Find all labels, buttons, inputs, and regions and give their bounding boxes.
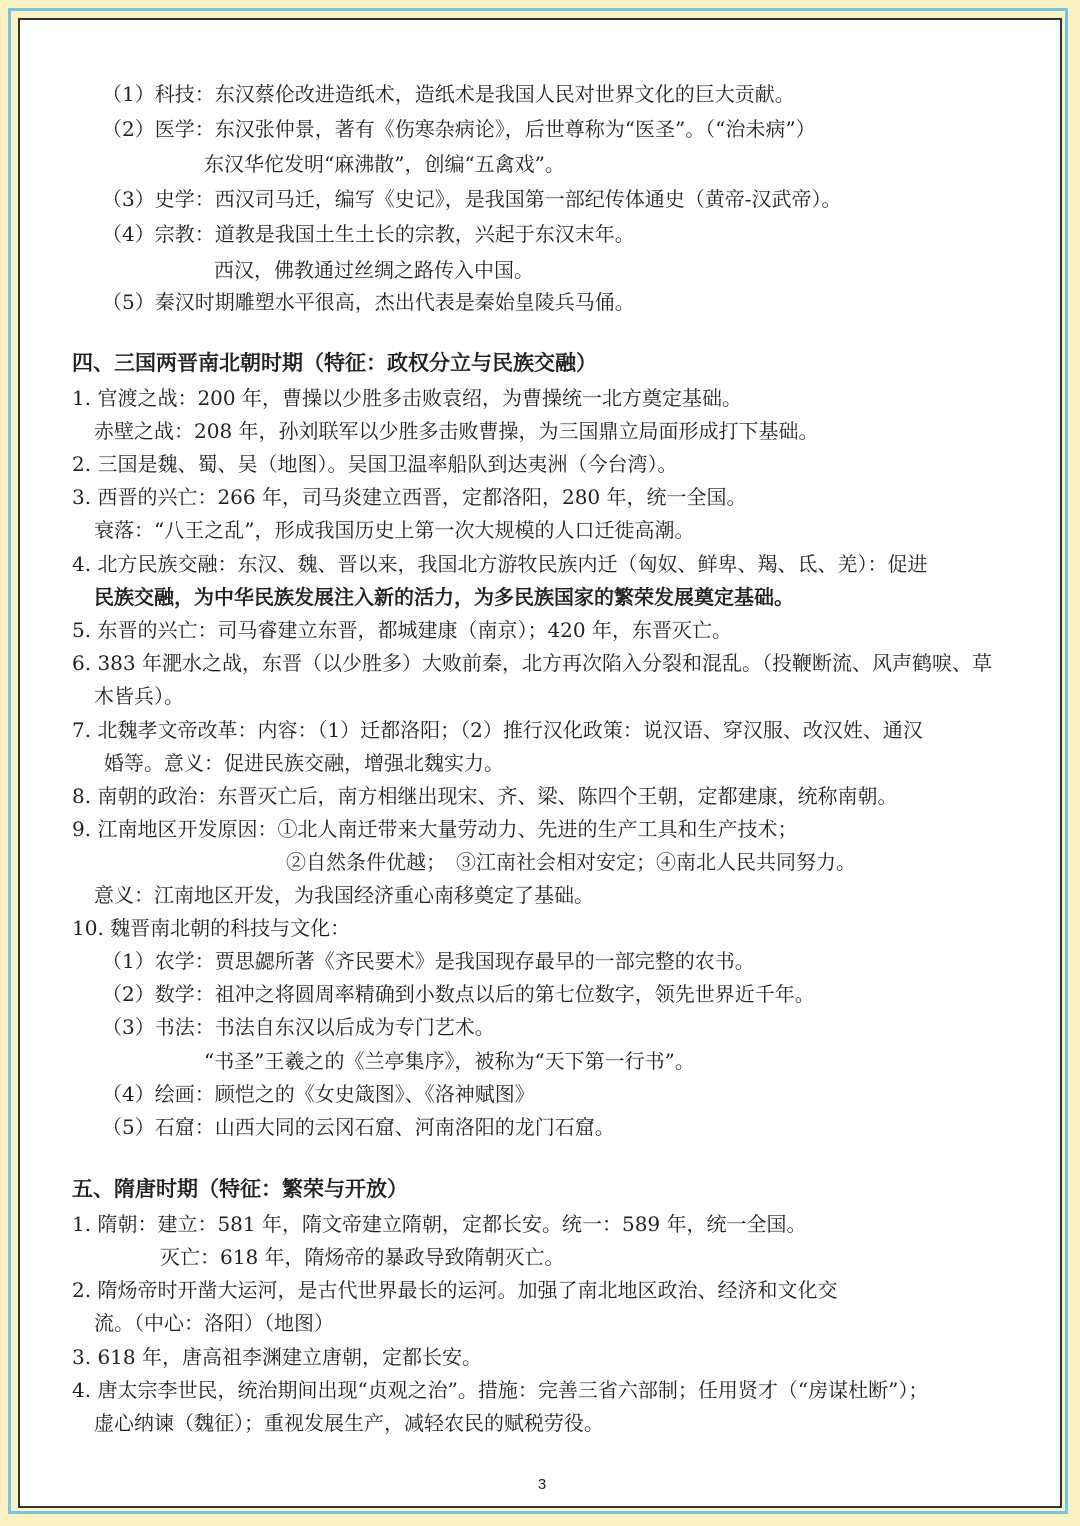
- text-line: 2. 隋炀帝时开凿大运河，是古代世界最长的运河。加强了南北地区政治、经济和文化交: [72, 1278, 838, 1302]
- text-line: 流。（中心：洛阳）（地图）: [94, 1311, 334, 1335]
- text-line: （4）宗教：道教是我国土生土长的宗教，兴起于东汉末年。: [102, 222, 635, 246]
- text-line: 1. 隋朝：建立：581 年，隋文帝建立隋朝，定都长安。统一：589 年，统一全国。: [72, 1212, 807, 1236]
- text-line: ②自然条件优越； ③江南社会相对安定；④南北人民共同努力。: [286, 850, 856, 874]
- text-line: 民族交融，为中华民族发展注入新的活力，为多民族国家的繁荣发展奠定基础。: [94, 585, 794, 609]
- text-line: （3）史学：西汉司马迁，编写《史记》，是我国第一部纪传体通史（黄帝-汉武帝）。: [102, 187, 842, 211]
- text-line: 9. 江南地区开发原因：①北人南迁带来大量劳动力、先进的生产工具和生产技术；: [72, 817, 798, 841]
- text-line: 1. 官渡之战：200 年，曹操以少胜多击败袁绍，为曹操统一北方奠定基础。: [72, 386, 742, 410]
- text-line: 3. 618 年，唐高祖李渊建立唐朝，定都长安。: [72, 1345, 482, 1369]
- text-line: 8. 南朝的政治：东晋灭亡后，南方相继出现宋、齐、梁、陈四个王朝，定都建康，统称南朝。: [72, 784, 898, 808]
- text-line: 赤壁之战：208 年，孙刘联军以少胜多击败曹操，为三国鼎立局面形成打下基础。: [94, 419, 819, 443]
- text-line: 意义：江南地区开发，为我国经济重心南移奠定了基础。: [94, 883, 594, 907]
- section-heading: 四、三国两晋南北朝时期（特征：政权分立与民族交融）: [72, 351, 597, 375]
- text-line: 4. 北方民族交融：东汉、魏、晋以来，我国北方游牧民族内迁（匈奴、鲜卑、羯、氐、羌）：促进: [72, 552, 928, 576]
- text-line: 衰落：“八王之乱”，形成我国历史上第一次大规模的人口迁徙高潮。: [94, 518, 695, 542]
- text-line: 3. 西晋的兴亡：266 年，司马炎建立西晋，定都洛阳，280 年，统一全国。: [72, 485, 747, 509]
- text-line: “书圣”王羲之的《兰亭集序》，被称为“天下第一行书”。: [204, 1049, 695, 1073]
- text-line: （3）书法：书法自东汉以后成为专门艺术。: [102, 1015, 495, 1039]
- text-line: （2）数学：祖冲之将圆周率精确到小数点以后的第七位数字，领先世界近千年。: [102, 982, 815, 1006]
- text-line: 虚心纳谏（魏征）；重视发展生产，减轻农民的赋税劳役。: [94, 1411, 604, 1435]
- text-line: （1）科技：东汉蔡伦改进造纸术，造纸术是我国人民对世界文化的巨大贡献。: [102, 82, 795, 106]
- text-line: 东汉华佗发明“麻沸散”，创编“五禽戏”。: [204, 152, 565, 176]
- text-line: 6. 383 年淝水之战，东晋（以少胜多）大败前秦，北方再次陷入分裂和混乱。（投鞭断流、风声鹤唳、草: [72, 651, 992, 675]
- text-line: 婚等。意义：促进民族交融，增强北魏实力。: [104, 751, 504, 775]
- text-line: （4）绘画：顾恺之的《女史箴图》、《洛神赋图》: [102, 1082, 535, 1106]
- page-number: 3: [537, 1476, 547, 1493]
- text-line: （1）农学：贾思勰所著《齐民要术》是我国现存最早的一部完整的农书。: [102, 949, 755, 973]
- section-heading: 五、隋唐时期（特征：繁荣与开放）: [72, 1177, 408, 1201]
- text-line: （2）医学：东汉张仲景，著有《伤寒杂病论》，后世尊称为“医圣”。（“治未病”）: [102, 117, 816, 141]
- text-line: （5）石窟：山西大同的云冈石窟、河南洛阳的龙门石窟。: [102, 1115, 615, 1139]
- text-line: 灭亡：618 年，隋炀帝的暴政导致隋朝灭亡。: [160, 1245, 565, 1269]
- text-line: 7. 北魏孝文帝改革：内容：（1）迁都洛阳；（2）推行汉化政策：说汉语、穿汉服、改汉姓、通汉: [72, 718, 923, 742]
- text-line: 10. 魏晋南北朝的科技与文化：: [72, 916, 351, 940]
- text-line: 4. 唐太宗李世民，统治期间出现“贞观之治”。措施：完善三省六部制；任用贤才（“房谋杜断”）；: [72, 1378, 929, 1402]
- document-page: [18, 18, 1062, 1508]
- text-line: 木皆兵）。: [94, 684, 184, 708]
- text-line: 2. 三国是魏、蜀、吴（地图）。吴国卫温率船队到达夷洲（今台湾）。: [72, 452, 678, 476]
- text-line: 西汉，佛教通过丝绸之路传入中国。: [214, 258, 534, 282]
- text-line: 5. 东晋的兴亡：司马睿建立东晋，都城建康（南京）；420 年，东晋灭亡。: [72, 618, 732, 642]
- text-line: （5）秦汉时期雕塑水平很高，杰出代表是秦始皇陵兵马俑。: [102, 290, 635, 314]
